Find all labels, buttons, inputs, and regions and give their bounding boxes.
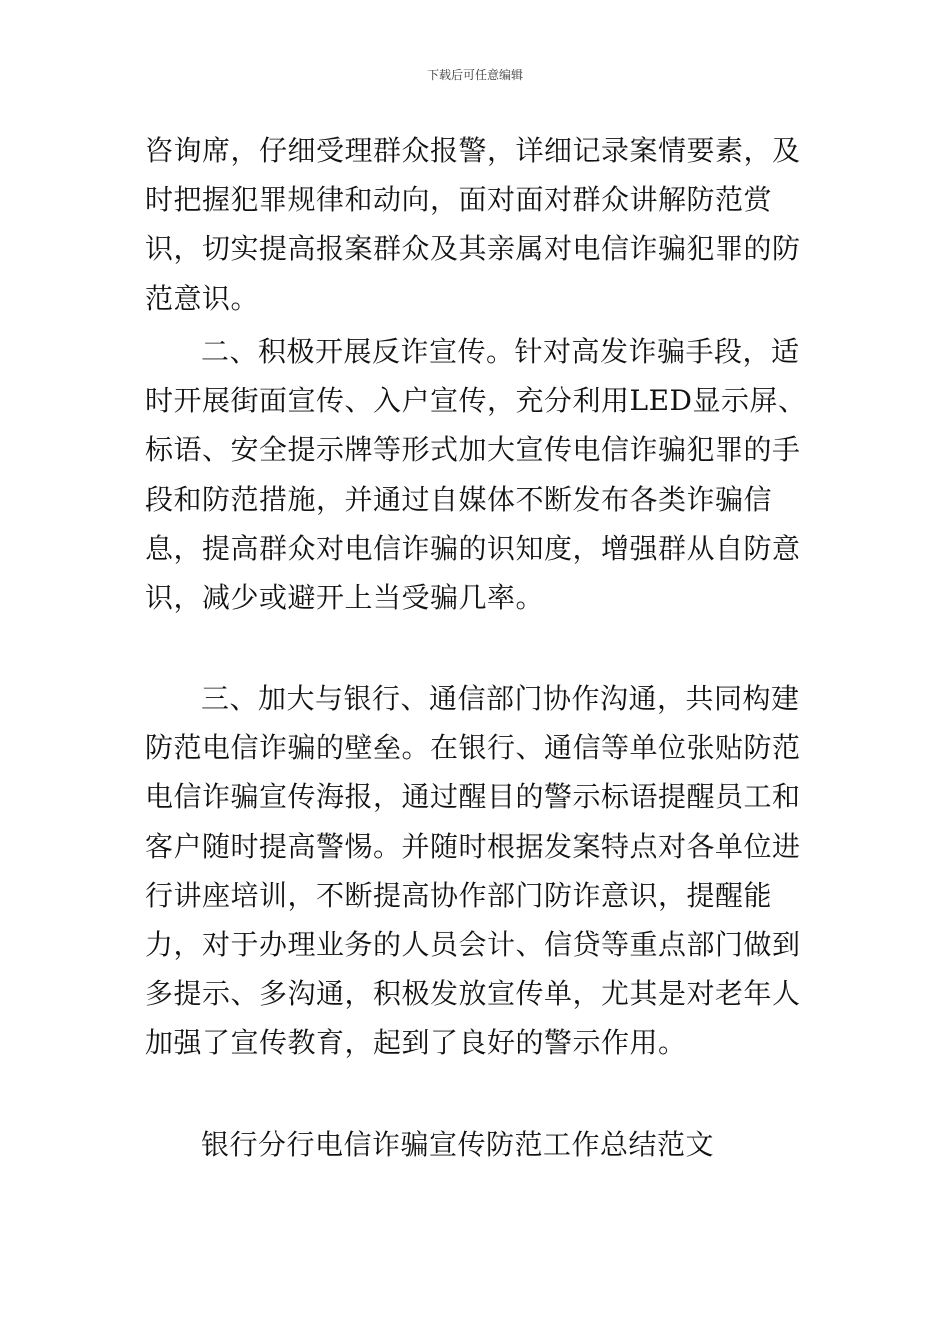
section-title: 银行分行电信诈骗宣传防范工作总结范文 xyxy=(201,1128,715,1161)
paragraph-anti-fraud-publicity: 二、积极开展反诈宣传。针对高发诈骗手段，适时开展街面宣传、入户宣传，充分利用LED显示屏、标语、安全提示牌等形式加大宣传电信诈骗犯罪的手段和防范措施，并通过自媒体不断发布各类诈骗信息，提高群众对电信诈骗的识知度，增强群从自防意识，减少或避开上当受骗几率。 xyxy=(145,335,807,615)
paragraph-bank-telecom-cooperation: 三、加大与银行、通信部门协作沟通，共同构建防范电信诈骗的壁垒。在银行、通信等单位张贴防范电信诈骗宣传海报，通过醒目的警示标语提醒员工和客户随时提高警惕。并随时根据发案特点对各单位进行讲座培训，不断提高协作部门防诈意识，提醒能力，对于办理业务的人员会计、信贷等重点部门做到多提示、多沟通，积极发放宣传单，尤其是对老年人加强了宣传教育，起到了良好的警示作用。 xyxy=(145,682,801,1060)
page-header-note: 下载后可任意编辑 xyxy=(426,68,523,82)
paragraph-continuation: 咨询席，仔细受理群众报警，详细记录案情要素，及时把握犯罪规律和动向，面对面对群众讲解防范赏识，切实提高报案群众及其亲属对电信诈骗犯罪的防范意识。 xyxy=(145,134,801,315)
